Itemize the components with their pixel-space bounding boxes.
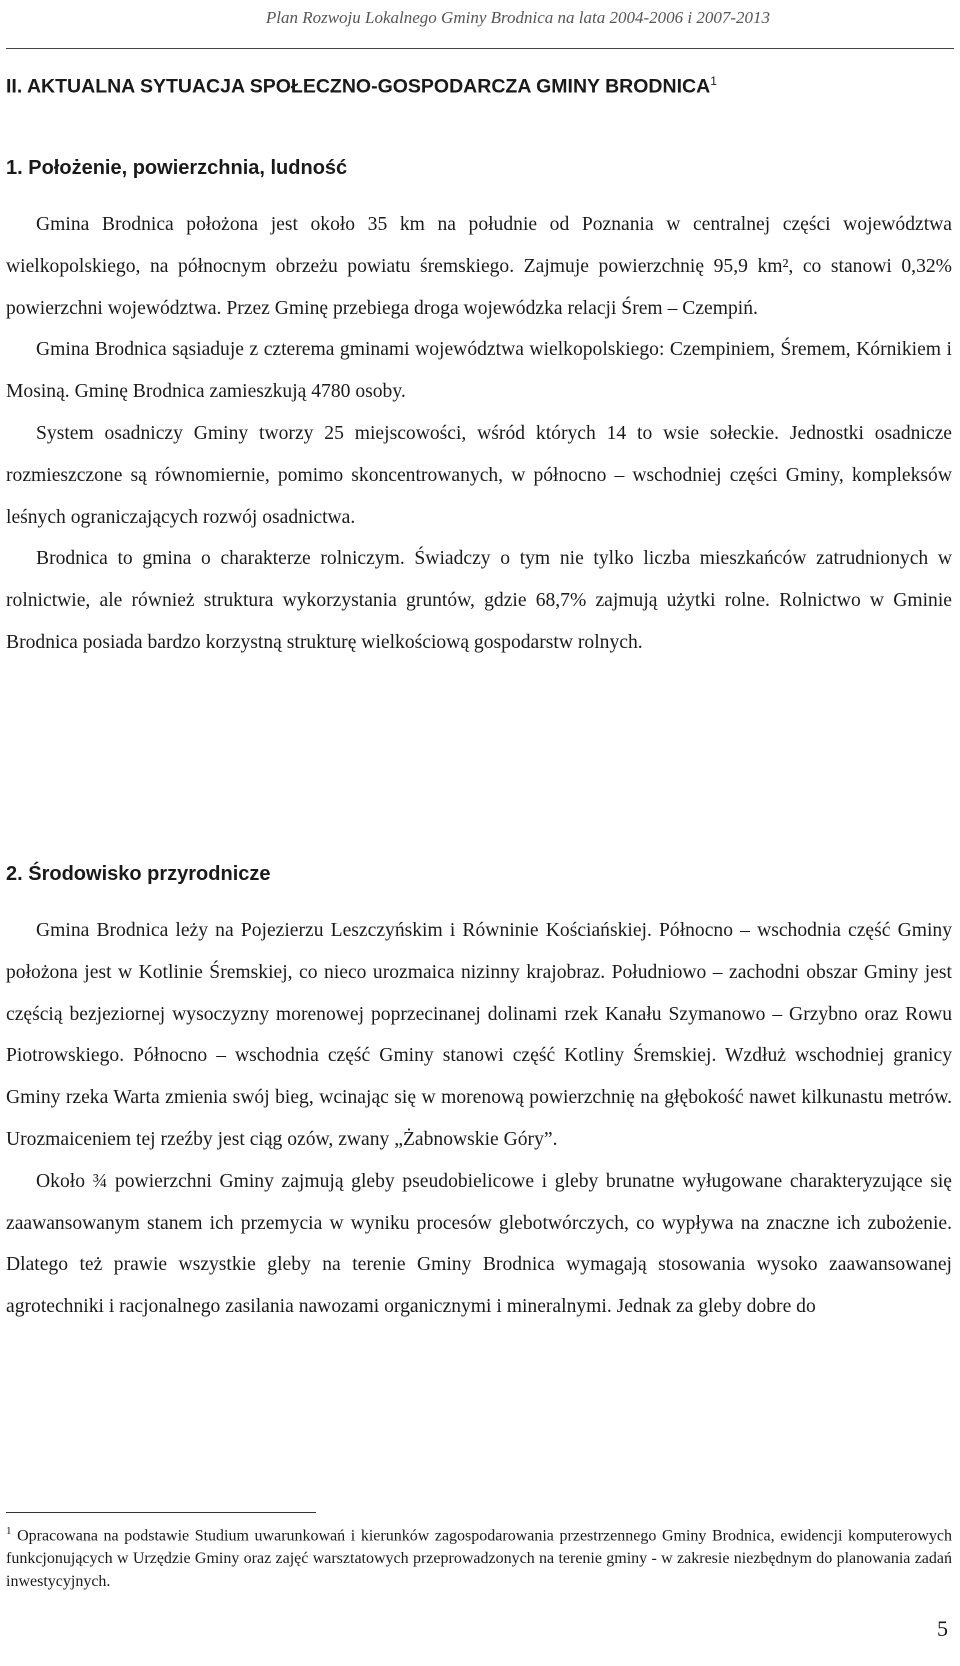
header-rule	[6, 48, 954, 49]
section-heading-environment: 2. Środowisko przyrodnicze	[6, 863, 271, 885]
paragraph: System osadniczy Gminy tworzy 25 miejscowości, wśród których 14 to wsie sołeckie. Jednostki osadnicze rozmieszczone są równomiernie, pomimo skoncentrowanych, w północno – wschodniej części Gminy, kompleksów leśnych ograniczających rozwój osadnictwa.	[6, 422, 952, 528]
paragraph: Brodnica to gmina o charakterze rolniczym. Świadczy o tym nie tylko liczba mieszkańców zatrudnionych w rolnictwie, ale również struktura wykorzystania gruntów, gdzie 68,7% zajmują użytki rolne. Rolnictwo w Gminie Brodnica posiada bardzo korzystną strukturę wielkościową gospodarstw rolnych.	[6, 548, 952, 653]
footnote	[6, 1520, 952, 1593]
page-number: 5	[937, 1616, 948, 1641]
footnote-text: Opracowana na podstawie Studium uwarunkowań i kierunków zagospodarowania przestrzennego Gminy Brodnica, ewidencji komputerowych funkcjonujących w Urzędzie Gminy oraz zajęć warsztatowych przeprowadzonych na terenie gminy - w zakresie niezbędnym do planowania zadań inwestycyjnych.	[6, 1527, 952, 1591]
footnote-marker: 1	[6, 1525, 12, 1537]
chapter-title	[6, 74, 717, 99]
paragraph: Gmina Brodnica położona jest około 35 km na południe od Poznania w centralnej części województwa wielkopolskiego, na północnym obrzeżu powiatu śremskiego. Zajmuje powierzchnię 95,9 km², co stanowi 0,32% powierzchni województwa. Przez Gminę przebiega droga wojewódzka relacji Śrem – Czempiń.	[6, 214, 952, 319]
footnote-separator	[6, 1512, 316, 1513]
section-body-environment	[6, 910, 952, 1328]
paragraph: Gmina Brodnica sąsiaduje z czterema gminami województwa wielkopolskiego: Czempiniem, Śremem, Kórnikiem i Mosiną. Gminę Brodnica zamieszkują 4780 osoby.	[6, 339, 952, 403]
paragraph: Gmina Brodnica leży na Pojezierzu Leszczyńskim i Równinie Kościańskiej. Północno – wschodnia część Gminy położona jest w Kotlinie Śremskiej, co nieco urozmaica nizinny krajobraz. Południowo – zachodni obszar Gminy jest częścią bezjeziornej wysoczyzny morenowej poprzecinanej dolinami rzek Kanału Szymanowo – Grzybno oraz Rowu Piotrowskiego. Północno – wschodnia część Gminy stanowi część Kotliny Śremskiej. Wzdłuż wschodniej granicy Gminy rzeka Warta zmienia swój bieg, wcinając się w morenową powierzchnię na głębokość nawet kilkunastu metrów. Urozmaiceniem tej rzeźby jest ciąg ozów, zwany „Żabnowskie Góry”.	[6, 920, 952, 1150]
paragraph: Około ¾ powierzchni Gminy zajmują gleby pseudobielicowe i gleby brunatne wyługowane charakteryzujące się zaawansowanym stanem ich przemycia w wyniku procesów glebotwórczych, co wypływa na znaczne ich zubożenie. Dlatego też prawie wszystkie gleby na terenie Gminy Brodnica wymagają stosowania wysoko zaawansowanej agrotechniki i racjonalnego zasilania nawozami organicznymi i mineralnymi. Jednak za gleby dobre do	[6, 1170, 952, 1318]
chapter-title-text: II. AKTUALNA SYTUACJA SPOŁECZNO-GOSPODARCZA GMINY BRODNICA	[6, 75, 711, 98]
section-heading-location: 1. Położenie, powierzchnia, ludność	[6, 157, 348, 179]
running-header: Plan Rozwoju Lokalnego Gminy Brodnica na lata 2004-2006 i 2007-2013	[265, 8, 770, 27]
section-body-location	[6, 204, 952, 664]
footnote-reference: 1	[710, 74, 717, 88]
